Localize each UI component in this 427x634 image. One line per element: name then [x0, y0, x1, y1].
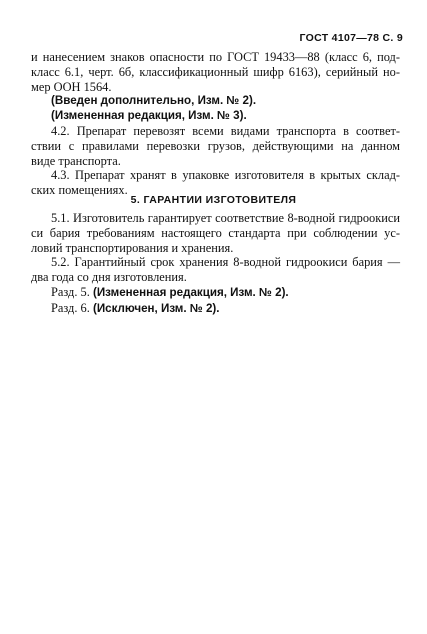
- section-5-body: [31, 211, 400, 317]
- paragraph-4-2: 4.2. Препарат перевозят всеми видами транспорта в соответ-: [51, 123, 400, 138]
- text-line: ских помещениях.: [31, 183, 128, 198]
- section-5-heading: 5. ГАРАНТИИ ИЗГОТОВИТЕЛЯ: [130, 194, 297, 206]
- razd-6-amendment: (Исключен, Изм. № 2).: [92, 301, 220, 315]
- text-line: ловий транспортирования и хранения.: [31, 240, 234, 255]
- razd-5-amendment: (Измененная редакция, Изм. № 2).: [92, 285, 289, 299]
- text-line: си бария требованиям настоящего стандарта при соблюдении ус-: [31, 225, 400, 240]
- text-line: и нанесением знаков опасности по ГОСТ 19433—88 (класс 6, под-: [31, 50, 400, 64]
- text-line: два года со дня изготовления.: [31, 270, 187, 285]
- amendment-note: (Введен дополнительно, Изм. № 2).: [51, 94, 257, 108]
- razd-6-prefix: Разд. 6.: [51, 300, 90, 315]
- text-line: мер ООН 1564.: [31, 79, 112, 94]
- text-line: виде транспорта.: [31, 153, 121, 168]
- text-line: класс 6.1, черт. 6б, классификационный шифр 6163), серийный но-: [31, 64, 400, 79]
- razd-5-note: [31, 285, 400, 301]
- paragraph-5-1: 5.1. Изготовитель гарантирует соответствие 8-водной гидроокиси: [51, 211, 400, 225]
- razd-6-note: [31, 301, 400, 317]
- section-4-continuation: [31, 50, 400, 198]
- razd-5-prefix: Разд. 5.: [51, 284, 90, 299]
- paragraph-4-3: 4.3. Препарат хранят в упаковке изготовителя в крытых склад-: [51, 168, 400, 183]
- amendment-note: (Измененная редакция, Изм. № 3).: [51, 109, 247, 123]
- paragraph-5-2: 5.2. Гарантийный срок хранения 8-водной гидроокиси бария —: [51, 255, 400, 270]
- page-header: ГОСТ 4107—78 С. 9: [299, 32, 403, 44]
- text-line: ствии с правилами перевозки грузов, действующими на данном: [31, 138, 400, 153]
